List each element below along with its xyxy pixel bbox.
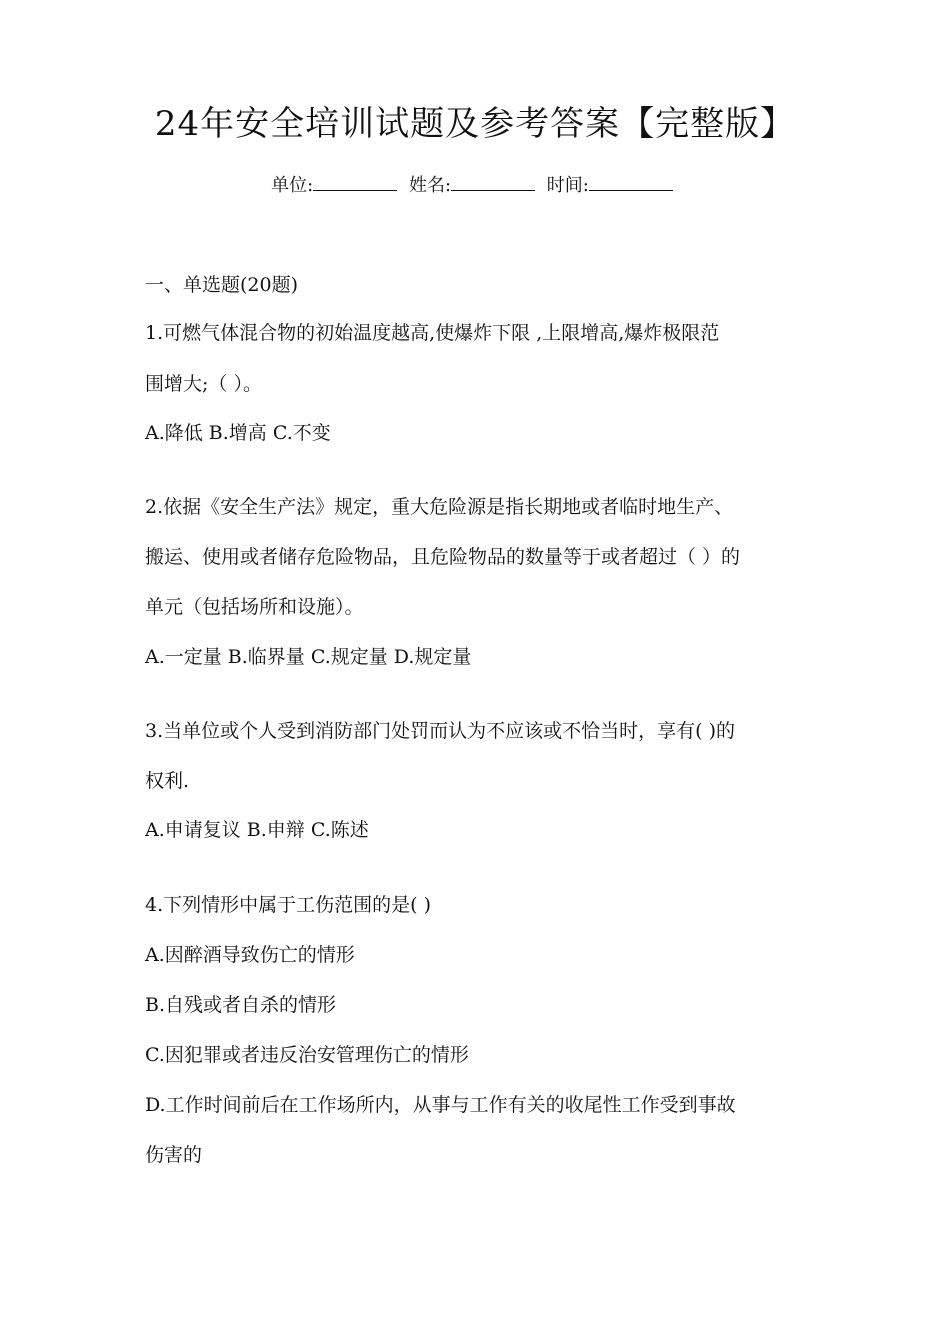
question-stem-line: 权利. xyxy=(145,770,190,792)
question-stem-line: 3.当单位或个人受到消防部门处罚而认为不应该或不恰当时，享有( )的 xyxy=(145,720,735,742)
name-label: 姓名: xyxy=(408,175,452,196)
question-options-line: A.申请复议 B.申辩 C.陈述 xyxy=(145,819,369,841)
question-stem-line: 围增大;（ ）。 xyxy=(145,373,262,395)
question-stem-line: 2.依据《安全生产法》规定，重大危险源是指长期地或者临时地生产、 xyxy=(145,496,734,518)
question-stem-line: 搬运、使用或者储存危险物品，且危险物品的数量等于或者超过（ ）的 xyxy=(145,546,741,568)
question-stem-line: 单元（包括场所和设施）。 xyxy=(145,596,364,618)
section-heading: 一、单选题(20题) xyxy=(145,274,299,296)
respondent-info-line xyxy=(0,172,950,200)
question-options-line: C.因犯罪或者违反治安管理伤亡的情形 xyxy=(145,1044,469,1066)
question-options-line: A.因醉酒导致伤亡的情形 xyxy=(145,944,355,966)
question-options-line: 伤害的 xyxy=(145,1144,203,1166)
question-options-line: B.自残或者自杀的情形 xyxy=(145,994,337,1016)
unit-blank xyxy=(313,172,397,191)
unit-label: 单位: xyxy=(271,175,314,196)
document-title: 24年安全培训试题及参考答案【完整版】 xyxy=(154,104,796,144)
time-label: 时间: xyxy=(546,175,589,196)
question-options-line: D.工作时间前后在工作场所内，从事与工作有关的收尾性工作受到事故 xyxy=(145,1094,736,1116)
name-blank xyxy=(451,172,535,191)
question-options-line: A.降低 B.增高 C.不变 xyxy=(145,422,331,444)
time-blank xyxy=(589,172,673,191)
question-options-line: A.一定量 B.临界量 C.规定量 D.规定量 xyxy=(145,646,472,668)
question-stem-line: 1.可燃气体混合物的初始温度越高,使爆炸下限 ,上限增高,爆炸极限范 xyxy=(145,322,720,344)
question-stem-line: 4.下列情形中属于工伤范围的是( ) xyxy=(145,894,431,916)
